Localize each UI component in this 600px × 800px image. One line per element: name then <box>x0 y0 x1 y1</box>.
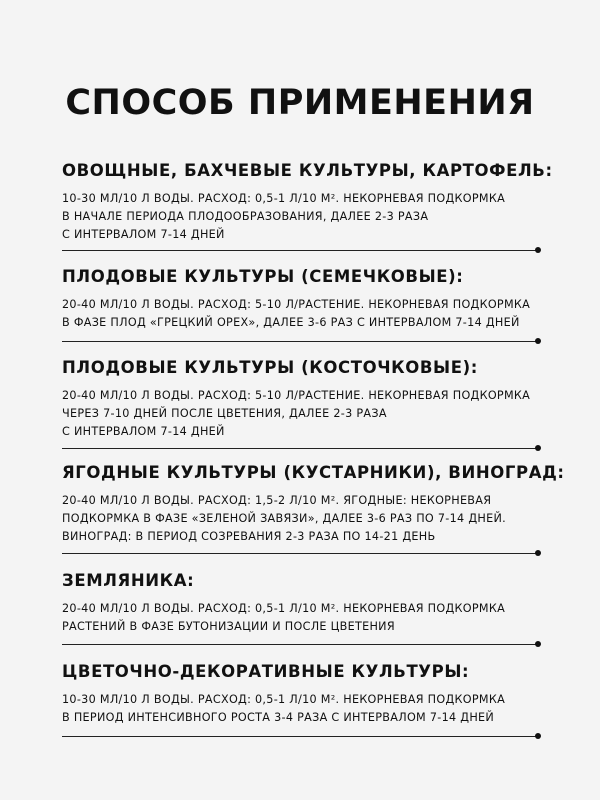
section-text-line: С ИНТЕРВАЛОМ 7-14 ДНЕЙ <box>62 425 225 438</box>
section-text-line: 20-40 МЛ/10 Л ВОДЫ. РАСХОД: 1,5-2 Л/10 М². ЯГОДНЫЕ: НЕКОРНЕВАЯ <box>62 494 492 507</box>
section-divider <box>62 553 536 554</box>
section-heading: ЦВЕТОЧНО-ДЕКОРАТИВНЫЕ КУЛЬТУРЫ: <box>62 662 470 681</box>
section-text <box>62 492 540 546</box>
section-heading: ПЛОДОВЫЕ КУЛЬТУРЫ (СЕМЕЧКОВЫЕ): <box>62 267 464 286</box>
section-text-line: В ФАЗЕ ПЛОД «ГРЕЦКИЙ ОРЕХ», ДАЛЕЕ 3-6 РАЗ С ИНТЕРВАЛОМ 7-14 ДНЕЙ <box>62 316 520 329</box>
section-text <box>62 691 540 727</box>
section-heading: ОВОЩНЫЕ, БАХЧЕВЫЕ КУЛЬТУРЫ, КАРТОФЕЛЬ: <box>62 161 553 180</box>
section-text-line: В НАЧАЛЕ ПЕРИОДА ПЛОДООБРАЗОВАНИЯ, ДАЛЕЕ 2-3 РАЗА <box>62 210 429 223</box>
section-berries-grapes <box>62 463 565 546</box>
section-text-line: ЧЕРЕЗ 7-10 ДНЕЙ ПОСЛЕ ЦВЕТЕНИЯ, ДАЛЕЕ 2-3 РАЗА <box>62 407 387 420</box>
section-divider <box>62 250 536 251</box>
section-text-line: С ИНТЕРВАЛОМ 7-14 ДНЕЙ <box>62 228 225 241</box>
section-text-line: 10-30 МЛ/10 Л ВОДЫ. РАСХОД: 0,5-1 Л/10 М². НЕКОРНЕВАЯ ПОДКОРМКА <box>62 192 506 205</box>
section-heading: ЯГОДНЫЕ КУЛЬТУРЫ (КУСТАРНИКИ), ВИНОГРАД: <box>62 463 565 482</box>
section-vegetables <box>62 161 553 244</box>
section-text-line: ПОДКОРМКА В ФАЗЕ «ЗЕЛЕНОЙ ЗАВЯЗИ», ДАЛЕЕ 3-6 РАЗ ПО 7-14 ДНЕЙ. <box>62 512 506 525</box>
section-text-line: 10-30 МЛ/10 Л ВОДЫ. РАСХОД: 0,5-1 Л/10 М². НЕКОРНЕВАЯ ПОДКОРМКА <box>62 693 506 706</box>
section-heading: ЗЕМЛЯНИКА: <box>62 571 195 590</box>
section-heading: ПЛОДОВЫЕ КУЛЬТУРЫ (КОСТОЧКОВЫЕ): <box>62 358 478 377</box>
divider-dot <box>535 445 541 451</box>
divider-dot <box>535 641 541 647</box>
section-divider <box>62 448 536 449</box>
section-text <box>62 387 540 441</box>
section-text-line: РАСТЕНИЙ В ФАЗЕ БУТОНИЗАЦИИ И ПОСЛЕ ЦВЕТЕНИЯ <box>62 620 395 633</box>
divider-dot <box>535 733 541 739</box>
section-text <box>62 600 540 636</box>
section-pome-fruits <box>62 267 540 332</box>
section-divider <box>62 644 536 645</box>
section-text <box>62 190 540 244</box>
section-text-line: 20-40 МЛ/10 Л ВОДЫ. РАСХОД: 0,5-1 Л/10 М². НЕКОРНЕВАЯ ПОДКОРМКА <box>62 602 506 615</box>
section-ornamental <box>62 662 540 727</box>
section-text-line: ВИНОГРАД: В ПЕРИОД СОЗРЕВАНИЯ 2-3 РАЗА ПО 14-21 ДЕНЬ <box>62 530 436 543</box>
divider-dot <box>535 338 541 344</box>
page-title: СПОСОБ ПРИМЕНЕНИЯ <box>65 83 535 123</box>
section-divider <box>62 736 536 737</box>
divider-dot <box>535 550 541 556</box>
section-text <box>62 296 540 332</box>
section-divider <box>62 341 536 342</box>
section-text-line: В ПЕРИОД ИНТЕНСИВНОГО РОСТА 3-4 РАЗА С ИНТЕРВАЛОМ 7-14 ДНЕЙ <box>62 711 495 724</box>
section-text-line: 20-40 МЛ/10 Л ВОДЫ. РАСХОД: 5-10 Л/РАСТЕНИЕ. НЕКОРНЕВАЯ ПОДКОРМКА <box>62 298 531 311</box>
section-strawberry <box>62 571 540 636</box>
section-stone-fruits <box>62 358 540 441</box>
section-text-line: 20-40 МЛ/10 Л ВОДЫ. РАСХОД: 5-10 Л/РАСТЕНИЕ. НЕКОРНЕВАЯ ПОДКОРМКА <box>62 389 531 402</box>
divider-dot <box>535 247 541 253</box>
